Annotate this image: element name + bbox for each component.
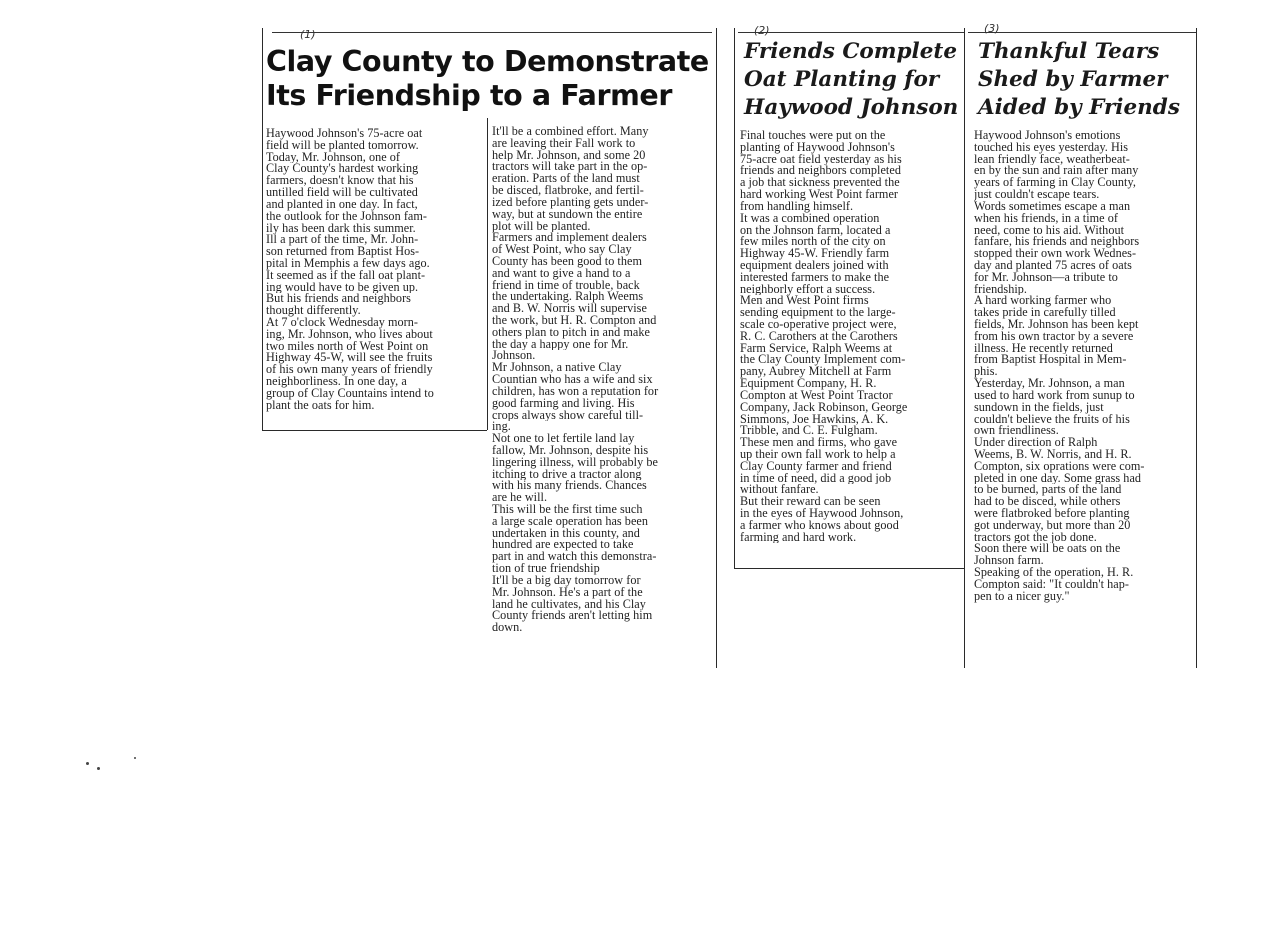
text-line: touched his eyes yesterday. His <box>974 141 1129 154</box>
headline-line: Haywood Johnson <box>744 95 959 120</box>
headline-line: Aided by Friends <box>978 95 1180 120</box>
text-line: part in and watch this demonstra- <box>492 551 657 564</box>
text-line: Mr. Johnson. He's a part of the <box>492 586 643 599</box>
text-line: of his own many years of friendly <box>266 364 433 377</box>
text-line: the day a happy one for Mr. <box>492 338 629 351</box>
text-line: hundred are expected to take <box>492 539 634 552</box>
text-line: Highway 45-W, will see the fruits <box>266 352 433 365</box>
text-line: Farm Service, Ralph Weems at <box>740 342 893 355</box>
column-rule <box>734 28 735 568</box>
text-line: without fanfare. <box>740 484 819 497</box>
text-line: crops always show careful till- <box>492 409 644 422</box>
text-line: pen to a nicer guy." <box>974 590 1070 603</box>
text-line: It seemed as if the fall oat plant- <box>266 269 426 282</box>
text-line: and planted in one day. In fact, <box>266 198 418 211</box>
text-line: are he will. <box>492 492 548 504</box>
text-line: Company, Jack Robinson, George <box>740 401 908 414</box>
text-line: pleted in one day. Some grass had <box>974 472 1142 485</box>
text-line: scale co-operative project were, <box>740 319 897 331</box>
scan-speck <box>134 757 136 759</box>
text-line: ing, Mr. Johnson, who lives about <box>266 328 433 341</box>
text-line: with his many friends. Chances <box>492 480 647 493</box>
text-line: en by the sun and rain after many <box>974 165 1139 178</box>
column-rule <box>262 28 263 431</box>
text-line: neighborly effort a success. <box>740 283 876 296</box>
text-line: interested farmers to make the <box>740 271 890 284</box>
top-rule <box>272 32 712 33</box>
text-line: pany, Aubrey Mitchell at Farm <box>740 366 892 379</box>
headline-line: Friends Complete <box>744 39 958 64</box>
text-line: fields, Mr. Johnson has been kept <box>974 319 1139 331</box>
text-line: Words sometimes escape a man <box>974 200 1131 213</box>
text-line: of West Point, who say Clay <box>492 244 632 256</box>
text-line: lingering illness, will probably be <box>492 456 658 469</box>
text-line: a large scale operation has been <box>492 515 649 528</box>
text-line: planting of Haywood Johnson's <box>740 141 895 154</box>
text-line: help Mr. Johnson, and some 20 <box>492 149 646 162</box>
text-line: down. <box>492 622 523 634</box>
text-line: on the Johnson farm, located a <box>740 224 891 237</box>
text-line: ized before planting gets under- <box>492 196 649 209</box>
top-rule <box>968 32 1196 33</box>
text-line: are leaving their Fall work to <box>492 137 636 150</box>
text-line: It was a combined operation <box>740 212 880 225</box>
text-line: Haywood Johnson's emotions <box>974 130 1121 142</box>
scan-speck <box>97 767 100 770</box>
text-line: Under direction of Ralph <box>974 437 1098 449</box>
text-line: friends and neighbors completed <box>740 165 901 178</box>
text-line: neighborliness. In one day, a <box>266 376 407 388</box>
text-line: hard working West Point farmer <box>740 189 899 201</box>
story-1-column-2 <box>492 126 714 634</box>
headline-line: Shed by Farmer <box>978 67 1168 92</box>
headline-line: Thankful Tears <box>978 39 1160 64</box>
text-line: thought differently. <box>266 305 361 317</box>
text-line: own friendliness. <box>974 425 1059 438</box>
text-line: good farming and living. His <box>492 397 635 410</box>
text-line: from Baptist Hospital in Mem- <box>974 354 1127 367</box>
text-line: a farmer who knows about good <box>740 519 899 532</box>
text-line: others plan to pitch in and make <box>492 326 650 339</box>
text-line: and B. W. Norris will supervise <box>492 303 647 315</box>
text-line: friend in time of trouble, back <box>492 279 640 292</box>
column-rule <box>716 28 717 668</box>
text-line: from handling himself. <box>740 200 854 213</box>
headline-story-1 <box>266 45 716 113</box>
text-line: 75-acre oat field yesterday as his <box>740 153 902 166</box>
text-line: children, has won a reputation for <box>492 385 659 398</box>
text-line: fanfare, his friends and neighbors <box>974 236 1140 249</box>
text-line: plot will be planted. <box>492 220 591 233</box>
text-line: undertaken in this county, and <box>492 527 640 540</box>
text-line: Today, Mr. Johnson, one of <box>266 151 401 164</box>
text-line: phis. <box>974 366 998 379</box>
text-line: two miles north of West Point on <box>266 340 429 353</box>
text-line: to be burned, parts of the land <box>974 484 1122 497</box>
story-2-column <box>740 130 962 543</box>
text-line: got underway, but more than 20 <box>974 519 1131 532</box>
text-line: son returned from Baptist Hos- <box>266 246 420 258</box>
text-line: when his friends, in a time of <box>974 212 1118 225</box>
text-line: Clay County's hardest working <box>266 163 419 176</box>
text-line: Weems, B. W. Norris, and H. R. <box>974 448 1132 461</box>
text-line: few miles north of the city on <box>740 236 886 249</box>
text-line: tractors got the job done. <box>974 531 1097 544</box>
story-1-column-1 <box>266 128 486 412</box>
text-line: Not one to let fertile land lay <box>492 433 635 445</box>
text-line: At 7 o'clock Wednesday morn- <box>266 317 418 329</box>
text-line: ily has been dark this summer. <box>266 222 416 235</box>
text-line: Simmons, Joe Hawkins, A. K. <box>740 413 889 426</box>
headline-story-2 <box>744 38 958 122</box>
text-line: Tribble, and C. E. Fulgham. <box>740 425 878 438</box>
text-line: Yesterday, Mr. Johnson, a man <box>974 378 1125 390</box>
text-line: This will be the first time such <box>492 504 643 516</box>
headline-story-3 <box>978 38 1180 122</box>
text-line: farming and hard work. <box>740 531 857 544</box>
text-line: But his friends and neighbors <box>266 293 411 306</box>
text-line: for Mr. Johnson—a tribute to <box>974 271 1118 284</box>
text-line: way, but at sundown the entire <box>492 208 643 221</box>
text-line: the undertaking. Ralph Weems <box>492 291 644 304</box>
text-line: ing. <box>492 421 511 434</box>
headline-line: Oat Planting for <box>744 67 940 92</box>
text-line: It'll be a combined effort. Many <box>492 126 649 138</box>
column-rule <box>487 118 488 430</box>
text-line: Compton said: "It couldn't hap- <box>974 578 1129 591</box>
text-line: County friends aren't letting him <box>492 610 653 623</box>
text-line: Compton, six oprations were com- <box>974 460 1145 473</box>
text-line: group of Clay Countains intend to <box>266 387 434 400</box>
column-rule <box>1196 28 1197 668</box>
text-line: takes pride in carefully tilled <box>974 307 1116 319</box>
text-line: Soon there will be oats on the <box>974 543 1121 556</box>
text-line: Farmers and implement dealers <box>492 232 647 245</box>
text-line: plant the oats for him. <box>266 399 375 412</box>
newspaper-clipping <box>262 22 1197 672</box>
text-line: field will be planted tomorrow. <box>266 139 419 152</box>
bottom-rule <box>262 430 487 431</box>
text-line: day and planted 75 acres of oats <box>974 259 1132 272</box>
text-line: the outlook for the Johnson fam- <box>266 210 428 223</box>
text-line: Johnson farm. <box>974 555 1044 568</box>
text-line: Countian who has a wife and six <box>492 374 653 386</box>
text-line: tractors will take part in the op- <box>492 161 648 174</box>
text-line: R. C. Carothers at the Carothers <box>740 330 898 343</box>
text-line: up their own fall work to help a <box>740 448 896 461</box>
text-line: sundown in the fields, just <box>974 401 1104 414</box>
text-line: just couldn't escape tears. <box>974 189 1100 201</box>
text-line: Men and West Point firms <box>740 295 869 308</box>
text-line: the Clay County Implement com- <box>740 354 906 367</box>
text-line: fallow, Mr. Johnson, despite his <box>492 444 649 457</box>
text-line: used to hard work from sunup to <box>974 389 1135 402</box>
headline-line: Clay County to Demonstrate <box>266 45 709 78</box>
text-line: Highway 45-W. Friendly farm <box>740 248 890 260</box>
text-line: eration. Parts of the land must <box>492 173 640 186</box>
text-line: Compton at West Point Tractor <box>740 389 893 402</box>
bottom-rule <box>734 568 964 569</box>
text-line: Mr Johnson, a native Clay <box>492 362 622 375</box>
text-line: These men and firms, who gave <box>740 437 898 449</box>
text-line: the work, but H. R. Compton and <box>492 315 657 327</box>
text-line: Equipment Company, H. R. <box>740 378 877 390</box>
column-rule <box>964 28 965 668</box>
text-line: tion of true friendship <box>492 563 600 575</box>
text-line: illness. He recently returned <box>974 342 1113 355</box>
text-line: But their reward can be seen <box>740 496 881 508</box>
story-number: (3) <box>984 22 1000 35</box>
text-line: untilled field will be cultivated <box>266 187 418 199</box>
text-line: pital in Memphis a few days ago. <box>266 257 430 270</box>
text-line: Clay County farmer and friend <box>740 460 892 473</box>
text-line: lean friendly face, weatherbeat- <box>974 153 1130 166</box>
text-line: Speaking of the operation, H. R. <box>974 567 1134 579</box>
text-line: be disced, flatbroke, and fertil- <box>492 185 644 197</box>
text-line: years of farming in Clay County, <box>974 177 1136 190</box>
text-line: equipment dealers joined with <box>740 259 889 272</box>
text-line: in time of need, did a good job <box>740 472 892 485</box>
text-line: Haywood Johnson's 75-acre oat <box>266 128 423 140</box>
text-line: Ill a part of the time, Mr. John- <box>266 234 419 247</box>
text-line: couldn't believe the fruits of his <box>974 413 1130 426</box>
story-3-column <box>974 130 1196 603</box>
text-line: land he cultivates, and his Clay <box>492 598 646 611</box>
text-line: from his own tractor by a severe <box>974 330 1134 343</box>
headline-line: Its Friendship to a Farmer <box>266 79 672 112</box>
text-line: had to be disced, while others <box>974 496 1121 508</box>
text-line: ing would have to be given up. <box>266 281 419 294</box>
text-line: County has been good to them <box>492 255 643 268</box>
text-line: friendship. <box>974 283 1028 296</box>
text-line: It'll be a big day tomorrow for <box>492 574 641 587</box>
top-rule <box>738 32 964 33</box>
text-line: a job that sickness prevented the <box>740 177 900 190</box>
text-line: farmers, doesn't know that his <box>266 175 414 188</box>
text-line: Johnson. <box>492 350 536 363</box>
text-line: and want to give a hand to a <box>492 267 631 280</box>
text-line: need, come to his aid. Without <box>974 224 1125 237</box>
text-line: sending equipment to the large- <box>740 307 896 319</box>
text-line: itching to drive a tractor along <box>492 468 642 481</box>
story-number: (2) <box>754 24 770 37</box>
text-line: were flatbroked before planting <box>974 508 1130 520</box>
story-number: (1) <box>300 28 316 41</box>
text-line: stopped their own work Wednes- <box>974 248 1137 260</box>
text-line: A hard working farmer who <box>974 295 1112 308</box>
scan-speck <box>86 762 89 765</box>
text-line: Final touches were put on the <box>740 130 886 142</box>
text-line: in the eyes of Haywood Johnson, <box>740 508 904 520</box>
